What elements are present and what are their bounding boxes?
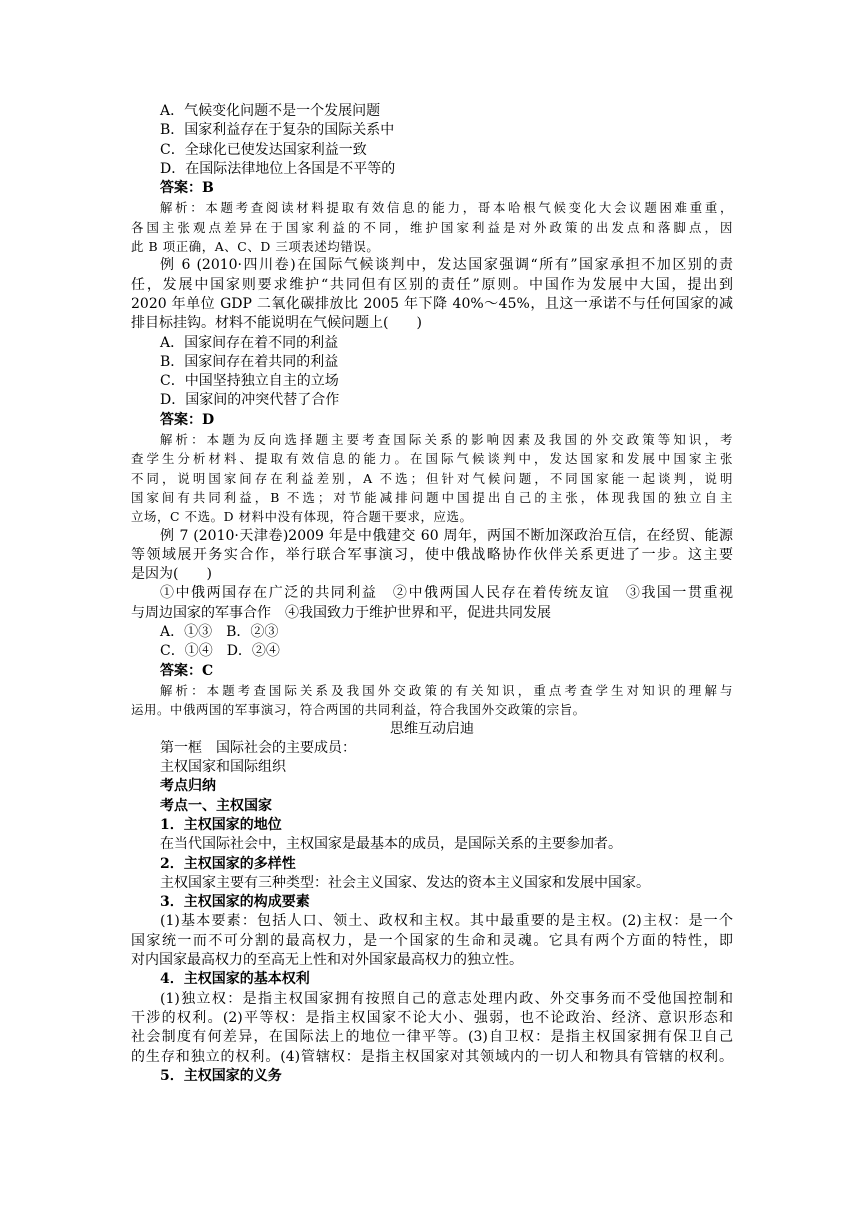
text-line: 是因为( ) xyxy=(131,566,212,583)
text-line: 1．主权国家的地位 xyxy=(160,816,282,833)
text-line: 在当代国际社会中，主权国家是最基本的成员，是国际关系的主要参加者。 xyxy=(160,836,622,853)
text-line: 各国主张观点差异在于国家利益的不同，维护国家利益是对外政策的出发点和落脚点，因 xyxy=(131,219,733,235)
text-line: 等领域展开务实合作，举行联合军事演习，使中俄战略协作伙伴关系更进了一步。这主要 xyxy=(131,546,733,563)
text-line: 与周边国家的军事合作 ④我国致力于维护世界和平，促进共同发展 xyxy=(131,604,551,621)
text-line: 解析：本题为反向选择题主要考查国际关系的影响因素及我国的外交政策等知识，考 xyxy=(160,432,733,448)
text-line: ①中俄两国存在广泛的共同利益 ②中俄两国人民存在着传统友谊 ③我国一贯重视 xyxy=(160,585,733,602)
text-line: 不同，说明国家间存在利益差别，A 不选；但针对气候问题，不同国家能一起谈判，说明 xyxy=(131,470,733,486)
text-line: 查学生分析材料、提取有效信息的能力。在国际气候谈判中，发达国家和发展中国家主张 xyxy=(131,451,733,467)
text-line: 主权国家主要有三种类型：社会主义国家、发达的资本主义国家和发展中国家。 xyxy=(160,874,650,891)
text-line: 答案：D xyxy=(160,411,215,428)
text-line: C．①④ D．②④ xyxy=(160,643,280,660)
text-line: 解析：本题考查国际关系及我国外交政策的有关知识，重点考查学生对知识的理解与 xyxy=(160,682,733,698)
text-line: B．国家间存在着共同的利益 xyxy=(160,353,339,370)
text-line: D．在国际法律地位上各国是不平等的 xyxy=(160,160,396,177)
text-line: 考点归纳 xyxy=(160,778,216,795)
text-line: (1)基本要素：包括人口、领土、政权和主权。其中最重要的是主权。(2)主权：是一个 xyxy=(160,913,733,930)
text-line: 3．主权国家的构成要素 xyxy=(160,894,310,911)
text-line: 例 6 (2010·四川卷)在国际气候谈判中，发达国家强调“所有”国家承担不加区别的责 xyxy=(160,257,733,274)
text-line: C．中国坚持独立自主的立场 xyxy=(160,373,339,390)
text-line: 此 B 项正确，A、C、D 三项表述均错误。 xyxy=(131,239,380,255)
text-line: A．国家间存在着不同的利益 xyxy=(160,334,339,351)
text-line: 解析：本题考查阅读材料提取有效信息的能力，哥本哈根气候变化大会议题困难重重， xyxy=(160,200,733,216)
text-line: C．全球化已使发达国家利益一致 xyxy=(160,141,367,158)
text-line: 任，发展中国家则要求维护“共同但有区别的责任”原则。中国作为发展中大国，提出到 xyxy=(131,276,733,293)
text-line: 例 7 (2010·天津卷)2009 年是中俄建交 60 周年，两国不断加深政治互信，在经贸、能源 xyxy=(160,527,733,544)
text-line: (1)独立权：是指主权国家拥有按照自己的意志处理内政、外交事务而不受他国控制和 xyxy=(160,990,733,1007)
text-line: 社会制度有何差异，在国际法上的地位一律平等。(3)自卫权：是指主权国家拥有保卫自己 xyxy=(131,1029,733,1046)
text-line: B．国家利益存在于复杂的国际关系中 xyxy=(160,122,395,139)
text-line: 对内国家最高权力的至高无上性和对外国家最高权力的独立性。 xyxy=(131,952,523,969)
text-line: A．气候变化问题不是一个发展问题 xyxy=(160,103,381,119)
document-page xyxy=(131,102,733,1086)
text-line: 第一框 国际社会的主要成员： xyxy=(160,739,356,756)
text-line: 思维互动启迪 xyxy=(390,720,474,737)
text-line: 立场，C 不选。D 材料中没有体现，符合题干要求，应选。 xyxy=(131,509,473,525)
text-line: 2．主权国家的多样性 xyxy=(160,855,296,872)
text-line: 答案：C xyxy=(160,662,214,679)
text-line: 的生存和独立的权利。(4)管辖权：是指主权国家对其领域内的一切人和物具有管辖的权利。 xyxy=(131,1048,733,1065)
text-line: 排目标挂钩。材料不能说明在气候问题上( ) xyxy=(131,315,422,332)
text-line: 干涉的权利。(2)平等权：是指主权国家不论大小、强弱，也不论政治、经济、意识形态和 xyxy=(131,1009,733,1026)
text-line: 5．主权国家的义务 xyxy=(160,1067,282,1084)
text-line: 国家统一而不可分割的最高权力，是一个国家的生命和灵魂。它具有两个方面的特性，即 xyxy=(131,932,733,949)
text-line: 答案：B xyxy=(160,180,214,197)
text-line: 2020 年单位 GDP 二氧化碳排放比 2005 年下降 40%～45%，且这一承诺不与任何国家的减 xyxy=(131,295,733,312)
text-line: D．国家间的冲突代替了合作 xyxy=(160,392,340,409)
text-line: 考点一、主权国家 xyxy=(160,797,272,814)
text-line: A．①③ B．②③ xyxy=(160,624,279,641)
text-line: 4．主权国家的基本权利 xyxy=(160,971,310,988)
text-line: 主权国家和国际组织 xyxy=(160,759,286,776)
text-line: 国家间有共同利益，B 不选；对节能减排问题中国提出自己的主张，体现我国的独立自主 xyxy=(131,489,733,505)
text-line: 运用。中俄两国的军事演习，符合两国的共同利益，符合我国外交政策的宗旨。 xyxy=(131,702,586,718)
